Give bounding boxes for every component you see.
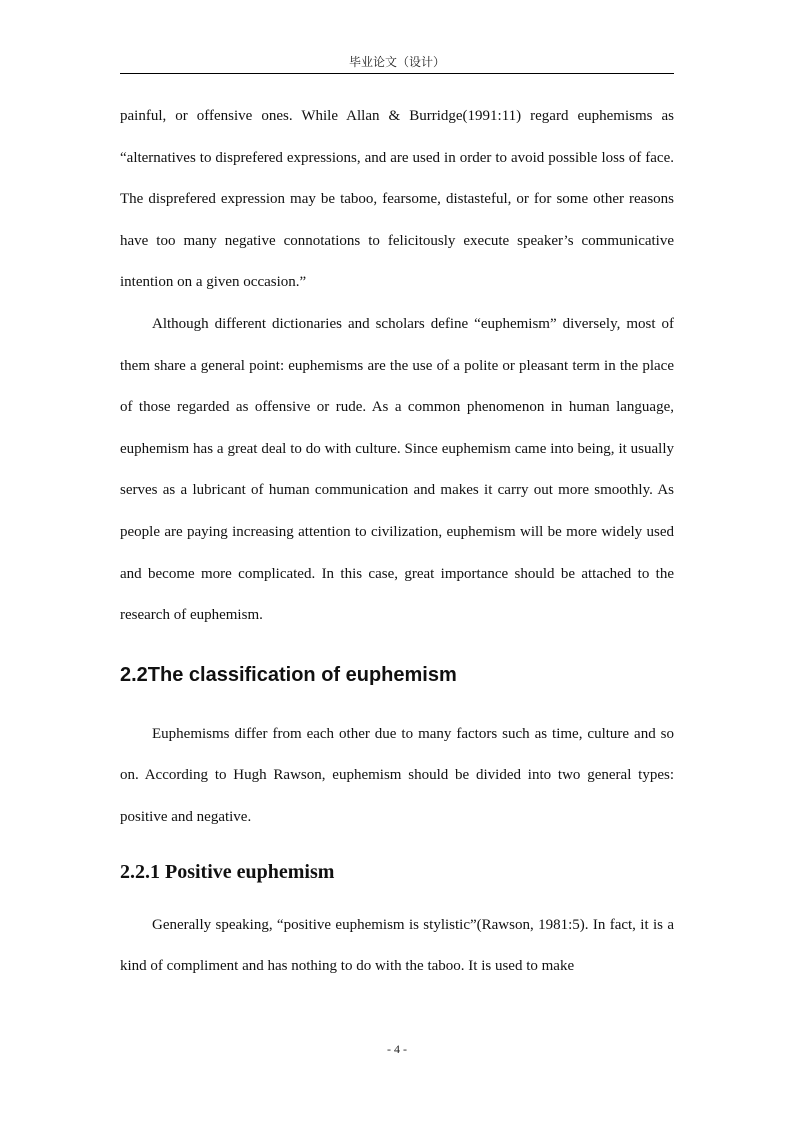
paragraph-classification: Euphemisms differ from each other due to many factors such as time, culture and so on. According to Hugh Rawson, euphemism should be divided into two general types: positive and negative. — [120, 725, 674, 825]
page-header-title: 毕业论文（设计） — [348, 55, 445, 69]
header-divider — [120, 73, 674, 74]
page-number: - 4 - — [387, 1042, 407, 1056]
paragraph-continued: painful, or offensive ones. While Allan & Burridge(1991:11) regard euphemisms as “alternatives to disprefered expressions, and are used in order to avoid possible loss of face. The disprefered expression may be taboo, fearsome, distasteful, or for some other reasons have too many negative connotations to felicitously execute speaker’s communicative intention on a given occasion.” — [120, 108, 674, 291]
paragraph-positive-euphemism: Generally speaking, “positive euphemism is stylistic”(Rawson, 1981:5). In fact, it is a kind of compliment and has nothing to do with the taboo. It is used to make — [120, 916, 674, 975]
document-body — [120, 96, 674, 988]
paragraph-definition-summary: Although different dictionaries and scholars define “euphemism” diversely, most of them share a general point: euphemisms are the use of a polite or pleasant term in the place of those regarded as offensive or rude. As a common phenomenon in human language, euphemism has a great deal to do with culture. Since euphemism came into being, it usually serves as a lubricant of human communication and makes it carry out more smoothly. As people are paying increasing attention to civilization, euphemism will be more widely used and become more complicated. In this case, great importance should be attached to the research of euphemism. — [120, 315, 674, 624]
subsection-heading: 2.2.1 Positive euphemism — [120, 860, 335, 883]
section-heading: 2.2The classification of euphemism — [120, 663, 457, 686]
